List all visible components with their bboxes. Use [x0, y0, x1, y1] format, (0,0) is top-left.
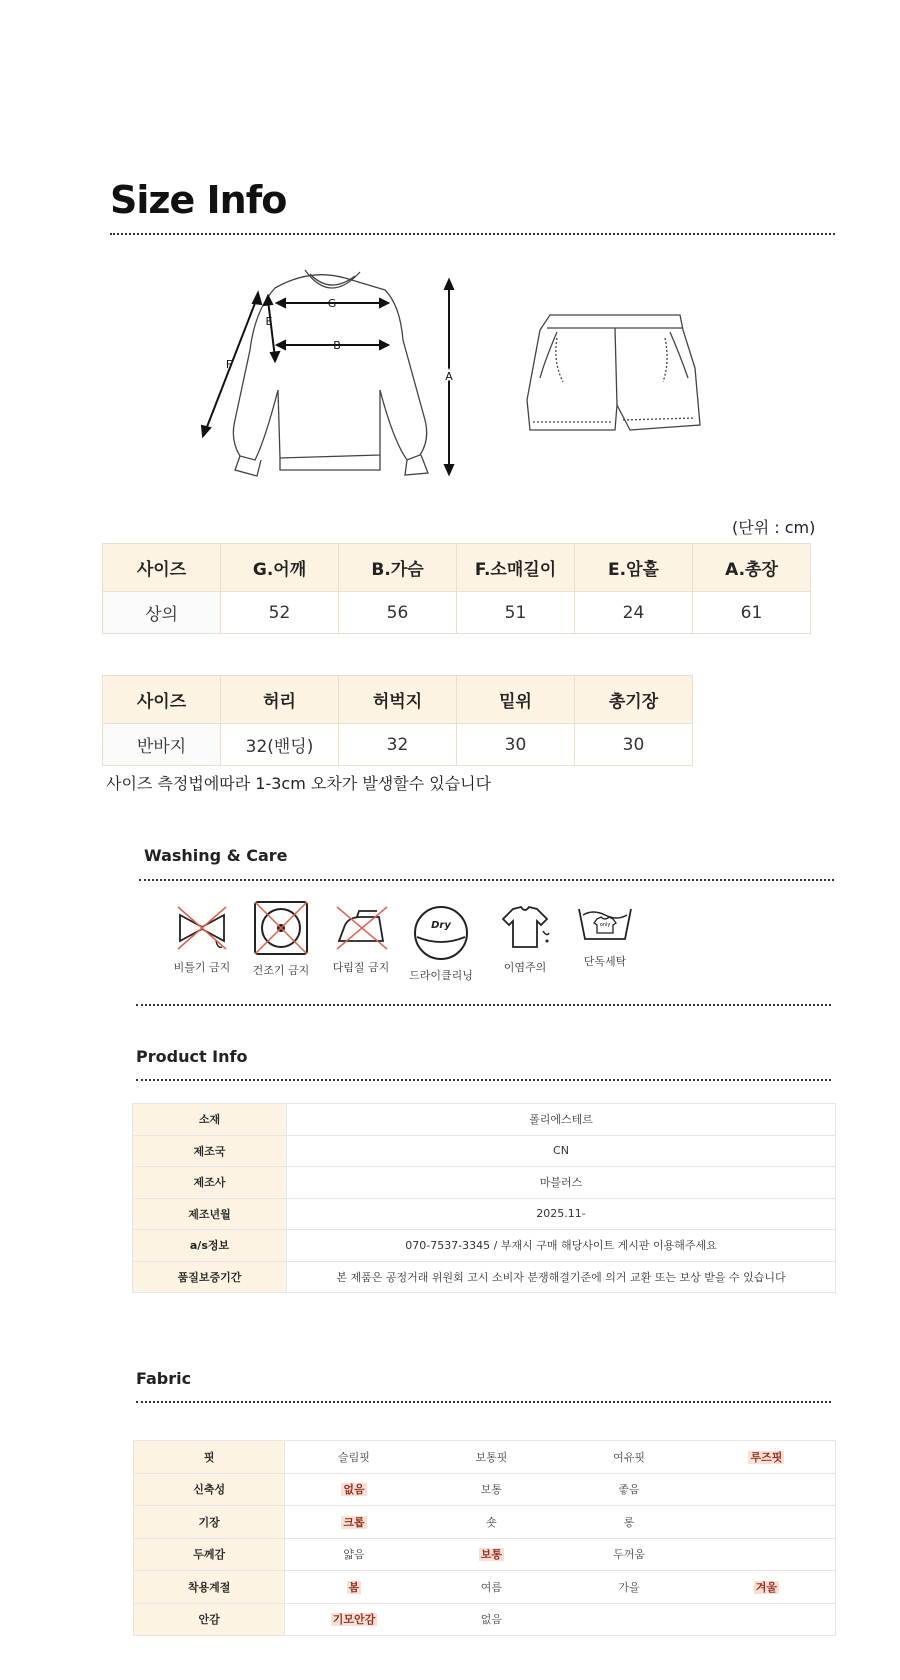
care-label: 단독세탁: [583, 955, 627, 968]
wash-separately-icon: [575, 903, 635, 947]
size-diagram: [185, 260, 725, 490]
fabric-key: 두께감: [134, 1538, 285, 1571]
care-item-no-iron: [316, 903, 406, 975]
row-cell: 32(밴딩): [221, 724, 339, 766]
care-item-wash-separately: [560, 903, 650, 969]
table-row: [133, 1198, 836, 1230]
fabric-row: [134, 1571, 836, 1604]
care-item-no-tumble-dry: [236, 900, 326, 978]
label-b: B: [333, 339, 341, 352]
fabric-option-cell: [698, 1441, 836, 1474]
washing-divider-top: [139, 879, 834, 881]
fabric-row: [134, 1441, 836, 1474]
fabric-key: 기장: [134, 1506, 285, 1539]
fabric-key: 착용계절: [134, 1571, 285, 1604]
care-label: 드라이클리닝: [409, 969, 473, 982]
fabric-option: 여름: [480, 1580, 503, 1594]
unit-label: (단위 : cm): [732, 518, 816, 537]
fabric-divider: [136, 1401, 831, 1403]
table-header-row: [103, 676, 693, 724]
fabric-option-cell: [698, 1538, 836, 1571]
fabric-option: 좋음: [618, 1483, 640, 1497]
row-cell: 상의: [103, 592, 221, 634]
fabric-option-cell: [423, 1538, 561, 1571]
row-cell: 30: [575, 724, 693, 766]
label-f: F: [225, 358, 233, 371]
fabric-option-cell: [698, 1506, 836, 1539]
fabric-table: [133, 1440, 836, 1636]
no-iron-icon: [331, 903, 391, 953]
info-key: 제조사: [133, 1167, 287, 1199]
fabric-option-cell: [423, 1441, 561, 1474]
fabric-option-cell: [560, 1441, 698, 1474]
header-cell: 허리: [221, 676, 339, 724]
product-info-table: [132, 1103, 836, 1293]
fabric-option-cell: [560, 1538, 698, 1571]
label-a: A: [445, 370, 453, 383]
row-cell: 51: [457, 592, 575, 634]
info-key: a/s정보: [133, 1230, 287, 1262]
info-value: 마블러스: [287, 1167, 836, 1199]
header-cell: 사이즈: [103, 676, 221, 724]
header-cell: E.암홀: [575, 544, 693, 592]
table-row: [133, 1104, 836, 1136]
fabric-row: [134, 1473, 836, 1506]
info-key: 소재: [133, 1104, 287, 1136]
fabric-option-cell: [285, 1538, 423, 1571]
fabric-option-selected: 크롭: [343, 1515, 365, 1529]
color-bleed-caution-icon: [495, 903, 555, 953]
row-cell: 32: [339, 724, 457, 766]
care-item-no-wring: [157, 903, 247, 975]
info-key: 품질보증기간: [133, 1261, 287, 1293]
fabric-option-selected: 겨울: [755, 1580, 778, 1594]
care-item-dry-clean: [396, 903, 486, 983]
fabric-option: 보통핏: [475, 1450, 508, 1464]
label-e: E: [265, 315, 273, 328]
header-cell: F.소매길이: [457, 544, 575, 592]
info-value: 폴리에스테르: [287, 1104, 836, 1136]
measurement-note: 사이즈 측정법에따라 1-3cm 오차가 발생할수 있습니다: [106, 774, 492, 793]
fabric-key: 신축성: [134, 1473, 285, 1506]
info-key: 제조년월: [133, 1198, 287, 1230]
table-row: [133, 1167, 836, 1199]
row-cell: 반바지: [103, 724, 221, 766]
fabric-option-selected: 루즈핏: [750, 1450, 783, 1464]
fabric-option-cell: [698, 1603, 836, 1636]
product-info-title: Product Info: [136, 1047, 248, 1066]
info-value: 본 제품은 공정거래 위원회 고시 소비자 분쟁해결기준에 의거 교환 또는 보상 받을 수 있습니다: [287, 1261, 836, 1293]
care-label: 이염주의: [503, 961, 547, 974]
fabric-option: 보통: [480, 1483, 503, 1497]
product-info-divider: [136, 1079, 831, 1081]
header-cell: B.가슴: [339, 544, 457, 592]
fabric-option-selected: 보통: [480, 1548, 503, 1562]
fabric-option-cell: [423, 1506, 561, 1539]
care-label: 다림질 금지: [332, 961, 390, 974]
dry-clean-icon: [411, 903, 471, 961]
fabric-option: 두꺼움: [613, 1548, 645, 1562]
page-title: Size Info: [110, 178, 287, 222]
info-value: 070-7537-3345 / 부재시 구매 해당사이트 게시판 이용해주세요: [287, 1230, 836, 1262]
fabric-option-cell: [423, 1603, 561, 1636]
row-cell: 61: [693, 592, 811, 634]
fabric-key: 안감: [134, 1603, 285, 1636]
fabric-option-cell: [423, 1473, 561, 1506]
title-divider: [110, 233, 835, 235]
care-label: 건조기 금지: [252, 964, 310, 977]
row-cell: 24: [575, 592, 693, 634]
fabric-option: 숏: [486, 1515, 497, 1529]
fabric-option-cell: [560, 1506, 698, 1539]
fabric-row: [134, 1538, 836, 1571]
table-row: [133, 1261, 836, 1293]
info-key: 제조국: [133, 1135, 287, 1167]
table-row: [133, 1230, 836, 1262]
fabric-option-cell: [560, 1603, 698, 1636]
fabric-option-cell: [560, 1473, 698, 1506]
fabric-row: [134, 1506, 836, 1539]
fabric-row: [134, 1603, 836, 1636]
fabric-option-cell: [285, 1506, 423, 1539]
only-icon-text: only: [599, 922, 611, 928]
fabric-option-cell: [698, 1571, 836, 1604]
row-cell: 52: [221, 592, 339, 634]
header-cell: G.어깨: [221, 544, 339, 592]
table-row: [103, 724, 693, 766]
header-cell: 사이즈: [103, 544, 221, 592]
fabric-option: 슬림핏: [338, 1450, 370, 1464]
fabric-option-selected: 기모안감: [332, 1613, 376, 1627]
label-g: G: [327, 297, 337, 310]
fabric-option-cell: [560, 1571, 698, 1604]
fabric-title: Fabric: [136, 1369, 192, 1388]
row-cell: 30: [457, 724, 575, 766]
table-row: [103, 592, 811, 634]
fabric-option: 없음: [480, 1613, 503, 1627]
fabric-option-cell: [285, 1571, 423, 1604]
fabric-option: 가을: [618, 1580, 640, 1594]
no-tumble-dry-icon: [251, 900, 311, 956]
fabric-option-cell: [285, 1473, 423, 1506]
info-value: CN: [287, 1135, 836, 1167]
table-row: [133, 1135, 836, 1167]
fabric-option-selected: 봄: [348, 1580, 360, 1594]
fabric-option-cell: [285, 1603, 423, 1636]
fabric-option-cell: [423, 1571, 561, 1604]
fabric-option: 얇음: [343, 1548, 365, 1562]
fabric-option-cell: [698, 1473, 836, 1506]
info-value: 2025.11-: [287, 1198, 836, 1230]
header-cell: 밑위: [457, 676, 575, 724]
fabric-key: 핏: [134, 1441, 285, 1474]
fabric-option: 여유핏: [613, 1450, 645, 1464]
washing-title: Washing & Care: [144, 846, 288, 865]
bottom-size-table: [102, 675, 693, 766]
table-header-row: [103, 544, 811, 592]
fabric-option-selected: 없음: [343, 1483, 365, 1497]
header-cell: 총기장: [575, 676, 693, 724]
no-wring-icon: [172, 903, 232, 953]
fabric-option: 롱: [623, 1515, 635, 1529]
dry-icon-text: Dry: [431, 920, 451, 931]
header-cell: 허벅지: [339, 676, 457, 724]
row-cell: 56: [339, 592, 457, 634]
shorts-drawing: [527, 315, 700, 430]
care-label: 비틀기 금지: [173, 961, 231, 974]
header-cell: A.총장: [693, 544, 811, 592]
top-size-table: [102, 543, 811, 634]
care-item-color-bleed: [480, 903, 570, 975]
washing-divider-bottom: [136, 1004, 831, 1006]
fabric-option-cell: [285, 1441, 423, 1474]
